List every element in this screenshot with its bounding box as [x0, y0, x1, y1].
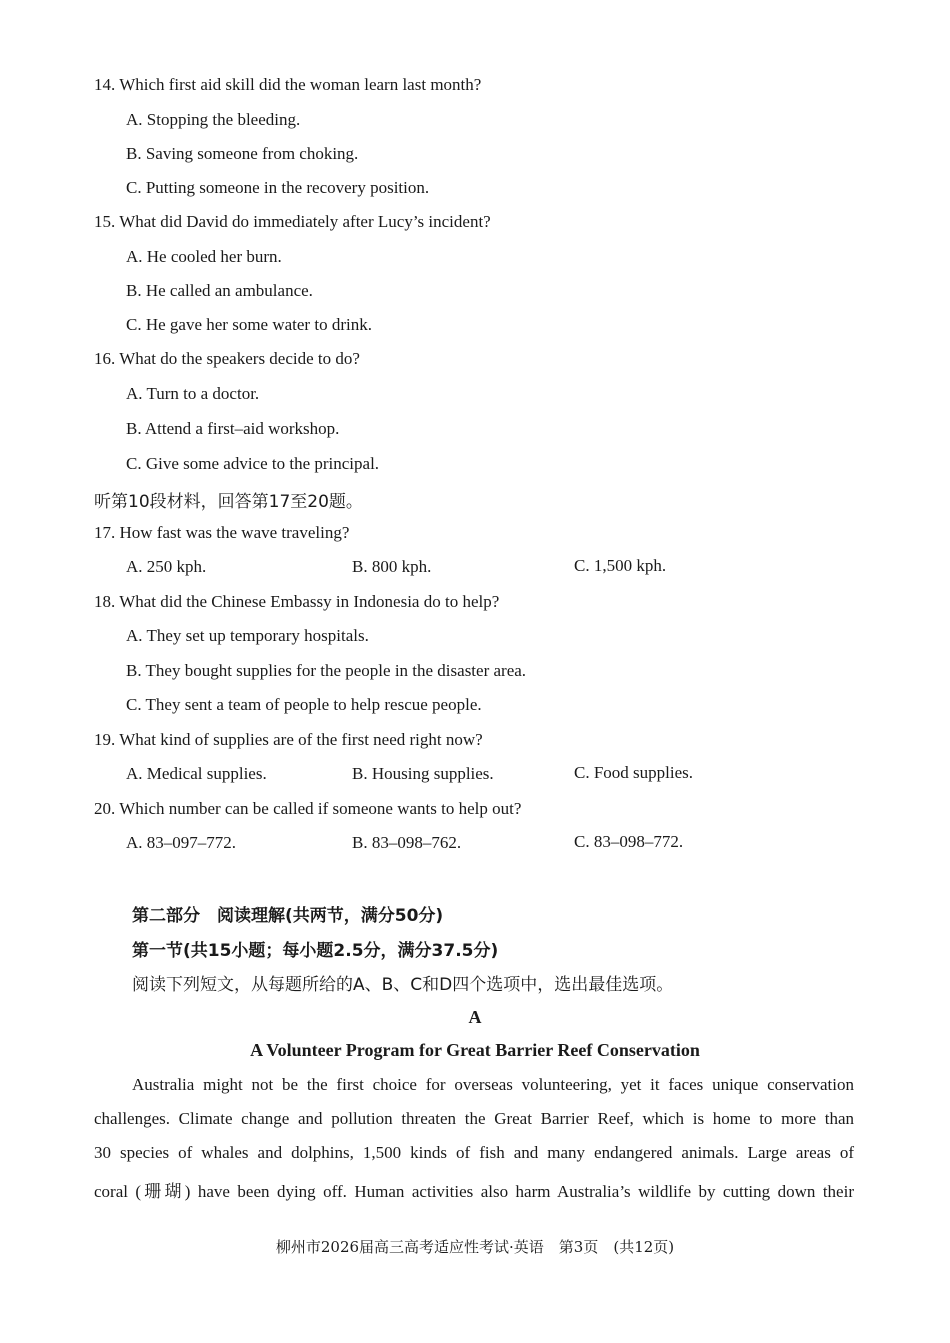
question-15-option-c: C. He gave her some water to drink. — [126, 315, 372, 334]
question-19-option-a: A. Medical supplies. — [126, 764, 267, 783]
passage-line: 30 species of whales and dolphins, 1,500 kinds of fish and many endangered animals. Large areas of — [94, 1143, 854, 1162]
question-18-option-c: C. They sent a team of people to help rescue people. — [126, 695, 482, 714]
passage-line: coral (珊瑚) have been dying off. Human activities also harm Australia’s wildlife by cutting down their — [94, 1182, 854, 1201]
passage-title: A Volunteer Program for Great Barrier Reef Conservation — [250, 1040, 700, 1060]
question-18-option-b: B. They bought supplies for the people in the disaster area. — [126, 661, 527, 680]
question-18-stem: 18. What did the Chinese Embassy in Indonesia do to help? — [94, 592, 500, 611]
question-15-stem: 15. What did David do immediately after Lucy’s incident? — [94, 212, 491, 231]
question-17-option-c: C. 1,500 kph. — [574, 556, 667, 575]
question-15-option-a: A. He cooled her burn. — [126, 247, 282, 266]
question-16-option-b: B. Attend a first–aid workshop. — [126, 419, 340, 438]
question-14-option-a: A. Stopping the bleeding. — [126, 110, 301, 129]
page-footer: 柳州市2026届高三高考适应性考试·英语 第3页 (共12页) — [275, 1238, 675, 1256]
part-two-title: 第二部分 阅读理解(共两节，满分50分) — [132, 906, 444, 926]
question-14-option-c: C. Putting someone in the recovery position. — [126, 178, 430, 197]
passage-letter: A — [468, 1007, 482, 1027]
question-16-option-a: A. Turn to a doctor. — [126, 384, 260, 403]
passage-line: Australia might not be the first choice for overseas volunteering, yet it faces unique conservation — [132, 1075, 854, 1094]
question-17-stem: 17. How fast was the wave traveling? — [94, 523, 350, 542]
question-15-option-b: B. He called an ambulance. — [126, 281, 313, 300]
question-14-stem: 14. Which first aid skill did the woman learn last month? — [94, 75, 482, 94]
question-19-option-c: C. Food supplies. — [574, 763, 694, 782]
question-19-stem: 19. What kind of supplies are of the first need right now? — [94, 730, 483, 749]
question-17-option-a: A. 250 kph. — [126, 557, 207, 576]
question-20-option-a: A. 83–097–772. — [126, 833, 237, 852]
question-18-option-a: A. They set up temporary hospitals. — [126, 626, 369, 645]
listening-instruction: 听第10段材料，回答第17至20题。 — [94, 492, 363, 512]
question-16-stem: 16. What do the speakers decide to do? — [94, 349, 360, 368]
question-17-option-b: B. 800 kph. — [352, 557, 432, 576]
question-20-option-c: C. 83–098–772. — [574, 832, 684, 851]
question-14-option-b: B. Saving someone from choking. — [126, 144, 359, 163]
section-one-title: 第一节(共15小题；每小题2.5分，满分37.5分) — [132, 941, 499, 961]
reading-instruction: 阅读下列短文，从每题所给的A、B、C和D四个选项中，选出最佳选项。 — [132, 975, 674, 995]
passage-line: challenges. Climate change and pollution threaten the Great Barrier Reef, which is home to more than — [94, 1109, 854, 1128]
question-20-stem: 20. Which number can be called if someone wants to help out? — [94, 799, 522, 818]
question-16-option-c: C. Give some advice to the principal. — [126, 454, 380, 473]
question-20-option-b: B. 83–098–762. — [352, 833, 462, 852]
question-19-option-b: B. Housing supplies. — [352, 764, 494, 783]
